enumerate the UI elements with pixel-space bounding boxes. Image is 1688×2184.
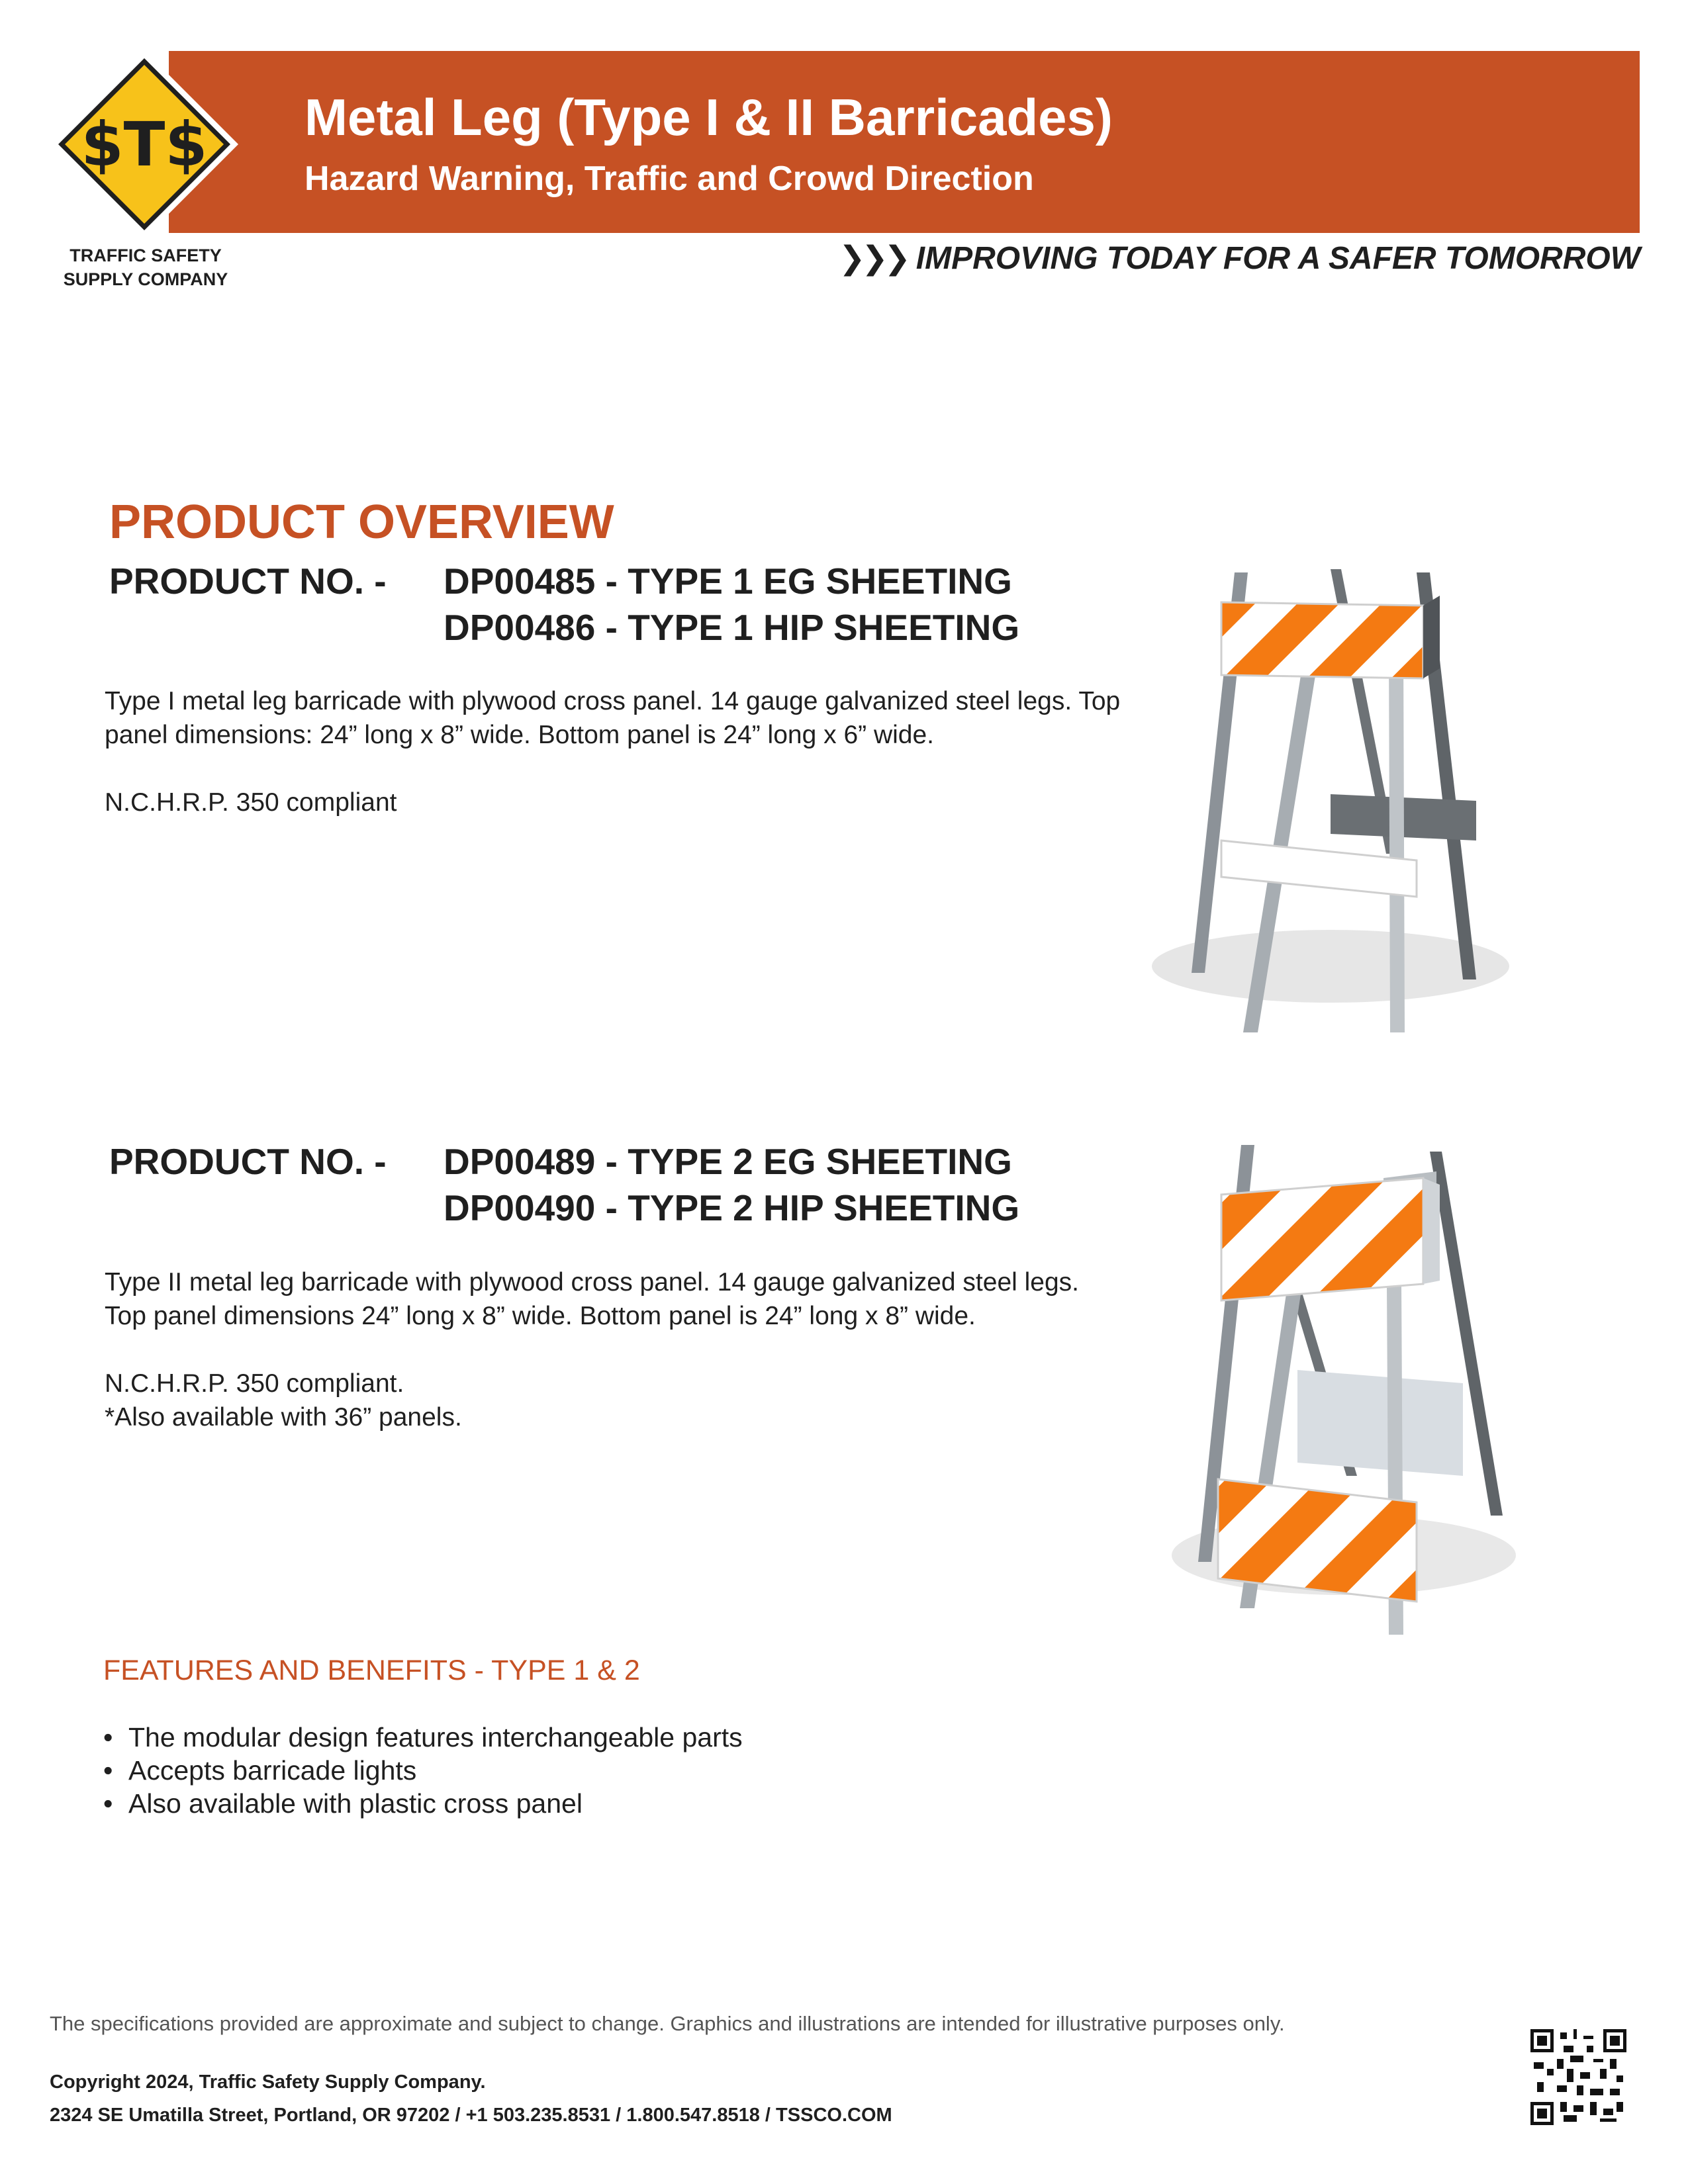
tagline-text: IMPROVING TODAY FOR A SAFER TOMORROW [915,241,1640,276]
qr-code-icon [1530,2029,1626,2125]
company-logo [48,48,241,241]
logo-text: $T$ [81,109,208,180]
availability-note: *Also available with 36” panels. [105,1403,462,1432]
product-number-line: DP00489 - TYPE 2 EG SHEETING [444,1141,1012,1182]
header-banner [169,51,1640,233]
footer-address: 2324 SE Umatilla Street, Portland, OR 97202 / +1 503.235.8531 / 1.800.547.8518 / TSSCO.COM [50,2105,892,2126]
product-description-2 [105,1265,1124,1434]
product-photo-type1 [1105,543,1516,1046]
product-description-1 [105,684,1124,819]
compliance-text: N.C.H.R.P. 350 compliant [105,788,397,817]
list-item: • Accepts barricade lights [103,1755,417,1786]
footer-disclaimer: The specifications provided are approximate and subject to change. Graphics and illustrations are intended for illustrative purposes only. [50,2012,1285,2035]
compliance-text: N.C.H.R.P. 350 compliant. *Also available with 36” panels. [105,1369,462,1432]
company-name: TRAFFIC SAFETY SUPPLY COMPANY [63,246,228,289]
description-text: Type I metal leg barricade with plywood cross panel. 14 gauge galvanized steel legs. Top panel dimensions: 24” long x 8” wide. Bottom panel is 24” long x 6” wide. [105,687,1121,749]
description-text: Type II metal leg barricade with plywood cross panel. 14 gauge galvanized steel legs. Top panel dimensions 24” long x 8” wide. Bottom panel is 24” long x 8” wide. [105,1268,1080,1330]
product-number-block-2 [109,1138,1019,1231]
list-item: • The modular design features interchangeable parts [103,1722,743,1752]
section-title-overview: PRODUCT OVERVIEW [109,496,614,549]
product-number-label: PRODUCT NO. - [109,561,387,602]
product-photo-type2 [1105,1132,1516,1648]
tagline [839,240,1640,277]
page-title: Metal Leg (Type I & II Barricades) [305,88,1113,146]
list-item: • Also available with plastic cross panel [103,1788,583,1819]
features-title: FEATURES AND BENEFITS - TYPE 1 & 2 [103,1655,640,1686]
product-number-block-1 [109,558,1019,651]
bullet-icon: • [103,1722,113,1752]
product-number-label: PRODUCT NO. - [109,1141,387,1182]
features-list [103,1721,743,1820]
product-number-line: DP00490 - TYPE 2 HIP SHEETING [444,1187,1020,1228]
page-subtitle: Hazard Warning, Traffic and Crowd Direction [305,159,1034,198]
bullet-icon: • [103,1755,113,1786]
product-number-line: DP00486 - TYPE 1 HIP SHEETING [444,607,1020,648]
product-number-line: DP00485 - TYPE 1 EG SHEETING [444,561,1012,602]
chevron-right-icon: ❯❯❯ [839,241,907,276]
bullet-icon: • [103,1788,113,1819]
footer-copyright: Copyright 2024, Traffic Safety Supply Company. [50,2071,486,2093]
